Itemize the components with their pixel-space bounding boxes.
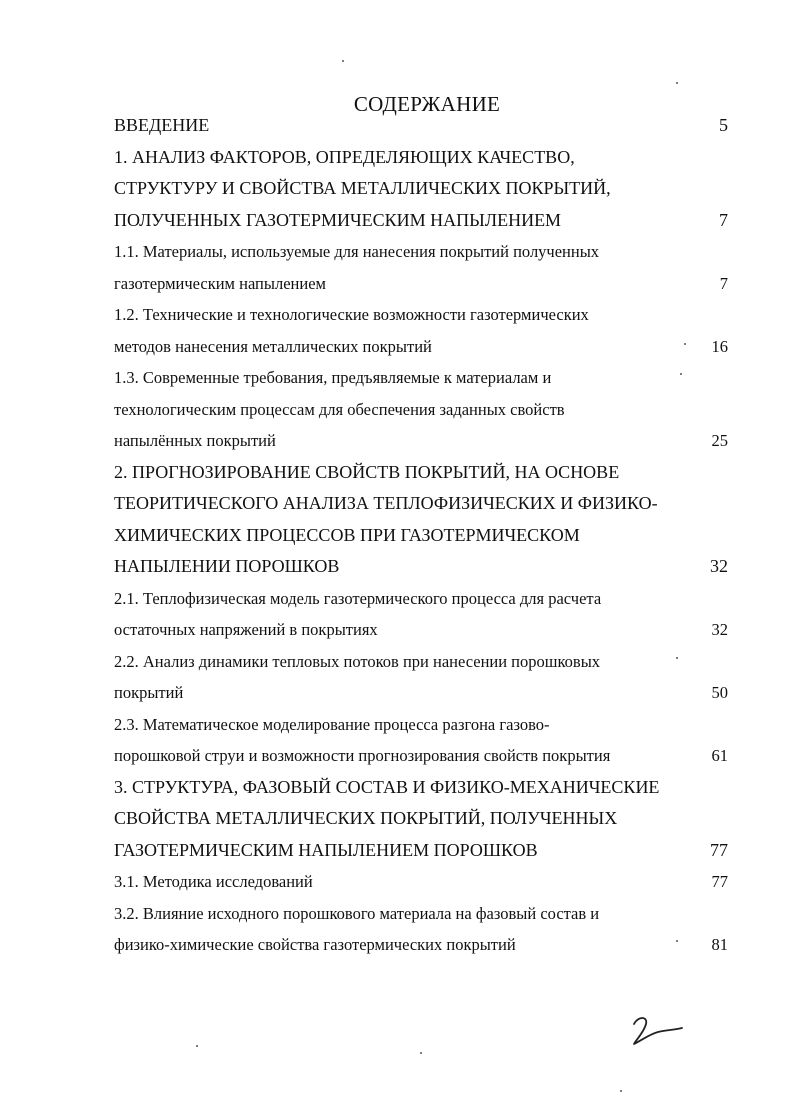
- toc-entry-text: 1.2. Технические и технологические возможности газотермических: [114, 305, 589, 324]
- toc-line: [114, 835, 728, 867]
- toc-entry-text: ХИМИЧЕСКИХ ПРОЦЕССОВ ПРИ ГАЗОТЕРМИЧЕСКОМ: [114, 524, 580, 545]
- toc-line: [114, 772, 728, 804]
- toc-line: [114, 488, 728, 520]
- toc-line: [114, 142, 728, 174]
- toc-entry-text: ПОЛУЧЕННЫХ ГАЗОТЕРМИЧЕСКИМ НАПЫЛЕНИЕМ: [114, 209, 562, 230]
- toc-line: [114, 425, 728, 457]
- toc-page-number: 81: [711, 935, 728, 954]
- scan-speck: [342, 60, 344, 62]
- toc-entry-text: СВОЙСТВА МЕТАЛЛИЧЕСКИХ ПОКРЫТИЙ, ПОЛУЧЕННЫХ: [114, 808, 618, 828]
- toc-line: [114, 709, 728, 741]
- toc-entry-text: 2.1. Теплофизическая модель газотермического процесса для расчета: [114, 588, 602, 608]
- toc-entry-text: ТЕОРИТИЧЕСКОГО АНАЛИЗА ТЕПЛОФИЗИЧЕСКИХ И ФИЗИКО-: [114, 493, 658, 513]
- toc-line: [114, 677, 728, 709]
- toc-page-number: 16: [711, 336, 728, 356]
- toc-page-number: 5: [719, 115, 728, 135]
- toc-entry-text: 2.2. Анализ динамики тепловых потоков при нанесении порошковых: [114, 651, 601, 671]
- scan-speck: [676, 940, 678, 942]
- toc-entry-text: 3. СТРУКТУРА, ФАЗОВЫЙ СОСТАВ И ФИЗИКО-МЕХАНИЧЕСКИЕ: [114, 776, 660, 797]
- scan-speck: [676, 82, 678, 84]
- toc-entry-text: 3.2. Влияние исходного порошкового материала на фазовый состав и: [114, 903, 600, 923]
- toc-entry-text: порошковой струи и возможности прогнозирования свойств покрытия: [114, 746, 611, 765]
- toc-line: [114, 110, 728, 142]
- toc-line: [114, 362, 728, 394]
- scan-speck: [196, 1045, 198, 1047]
- toc-line: [114, 898, 728, 930]
- toc-line: [114, 520, 728, 552]
- scan-speck: [420, 1052, 422, 1054]
- toc-entry-text: ВВЕДЕНИЕ: [114, 115, 210, 135]
- toc-entry-text: покрытий: [114, 683, 184, 702]
- toc-line: [114, 646, 728, 678]
- toc-entry-text: 3.1. Методика исследований: [114, 872, 313, 891]
- toc-entry-text: 1.3. Современные требования, предъявляемые к материалам и: [114, 368, 552, 387]
- toc-entry-text: напылённых покрытий: [114, 431, 276, 450]
- toc-line: [114, 299, 728, 331]
- scan-speck: [620, 1090, 622, 1092]
- toc-line: [114, 268, 728, 300]
- toc-entry-text: НАПЫЛЕНИИ ПОРОШКОВ: [114, 556, 340, 576]
- toc-line: [114, 803, 728, 835]
- toc-page-number: 32: [711, 620, 728, 639]
- toc-line: [114, 394, 728, 426]
- table-of-contents: [114, 110, 728, 961]
- toc-page-number: 25: [711, 431, 728, 450]
- toc-entry-text: СТРУКТУРУ И СВОЙСТВА МЕТАЛЛИЧЕСКИХ ПОКРЫТИЙ,: [114, 178, 611, 198]
- page-title: СОДЕРЖАНИЕ: [353, 92, 501, 116]
- toc-line: [114, 331, 728, 363]
- toc-entry-text: ГАЗОТЕРМИЧЕСКИМ НАПЫЛЕНИЕМ ПОРОШКОВ: [114, 839, 538, 860]
- toc-entry-text: газотермическим напылением: [114, 273, 326, 293]
- toc-line: [114, 740, 728, 772]
- toc-line: [114, 457, 728, 489]
- toc-page-number: 32: [710, 556, 728, 576]
- scan-speck: [684, 343, 686, 345]
- toc-entry-text: физико-химические свойства газотермических покрытий: [114, 935, 516, 954]
- toc-line: [114, 583, 728, 615]
- scan-speck: [680, 373, 682, 375]
- toc-line: [114, 614, 728, 646]
- toc-entry-text: 2.3. Математическое моделирование процесса разгона газово-: [114, 714, 550, 734]
- toc-page-number: 7: [719, 273, 728, 293]
- toc-line: [114, 551, 728, 583]
- scan-speck: [676, 657, 678, 659]
- toc-page-number: 77: [711, 872, 728, 891]
- toc-entry-text: технологическим процессам для обеспечения заданных свойств: [114, 399, 565, 419]
- toc-line: [114, 929, 728, 961]
- toc-line: [114, 866, 728, 898]
- toc-entry-text: 2. ПРОГНОЗИРОВАНИЕ СВОЙСТВ ПОКРЫТИЙ, НА ОСНОВЕ: [114, 461, 620, 482]
- toc-line: [114, 173, 728, 205]
- toc-page-number: 7: [719, 209, 728, 230]
- toc-page-number: 50: [711, 683, 728, 702]
- toc-line: [114, 236, 728, 268]
- toc-entry-text: остаточных напряжений в покрытиях: [114, 620, 378, 639]
- toc-entry-text: 1. АНАЛИЗ ФАКТОРОВ, ОПРЕДЕЛЯЮЩИХ КАЧЕСТВО,: [114, 146, 575, 167]
- handwritten-signature: [628, 1010, 688, 1050]
- toc-entry-text: 1.1. Материалы, используемые для нанесения покрытий полученных: [114, 242, 600, 261]
- toc-line: [114, 205, 728, 237]
- toc-page-number: 61: [711, 746, 728, 765]
- toc-page-number: 77: [710, 839, 728, 860]
- toc-entry-text: методов нанесения металлических покрытий: [114, 336, 432, 356]
